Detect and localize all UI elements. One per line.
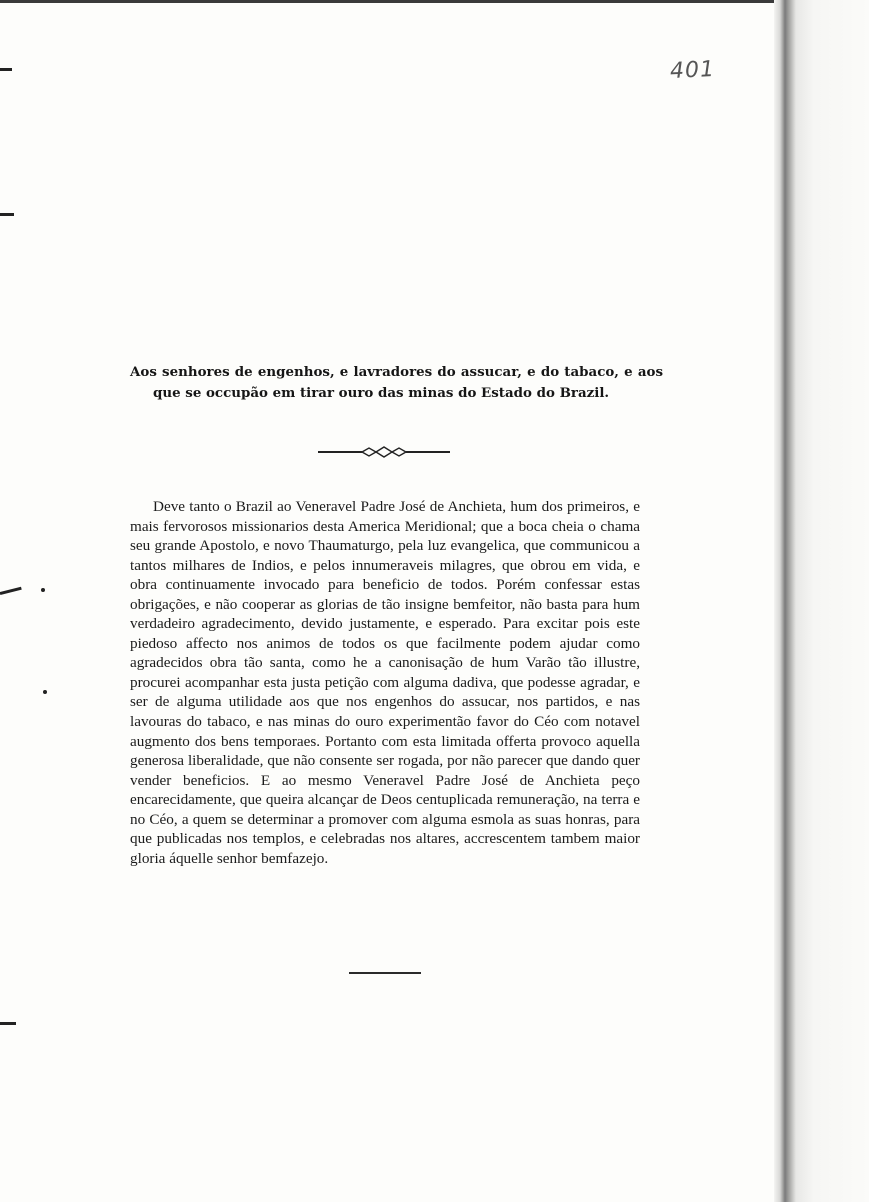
folio-number: 401 (669, 56, 716, 85)
closing-rule (349, 972, 421, 974)
binding-mark (0, 68, 12, 71)
dedication-body-text: Deve tanto o Brazil ao Veneravel Padre José de Anchieta, hum dos primeiros, e mais fervorosos missionarios desta America Meridional; que a boca cheia o chama seu grande Apostolo, e novo Thaumaturgo, pela luz evangelica, que communicou a tantos milhares de Indios, e pelos innumeraveis milagres, que obrou em vida, e obra continuamente invocado para beneficio de todos. Porém confessar estas obrigações, e não cooperar as glorias de tão insigne bemfeitor, não basta para hum verdadeiro agradecimento, devido justamente, e esperado. Para excitar pois este piedoso affecto nos animos de todos os que facilmente podem ajudar como agradecidos obra tão santa, como he a canonisação de hum Varão tão illustre, procurei acompanhar esta justa petição com alguma dadiva, que podesse agradar, e ser de alguma utilidade aos que nos engenhos do assucar, nos partidos, e nas lavouras do tabaco, e nas minas do ouro experimentão favor do Céo com notavel augmento dos bens temporaes. Portanto com esta limitada offerta provoco aquella generosa liberalidade, que não consente ser rogada, por não parecer que dando quer vender beneficios. E ao mesmo Veneravel Padre José de Anchieta peço encarecidamente, que queira alcançar de Deos centuplicada remuneração, na terra e no Céo, a quem se determinar a promover com alguma esmola as suas honras, para que publicadas nos templos, e celebradas nos altares, accrescentem tambem maior gloria áquelle senhor bemfazejo. (130, 498, 640, 867)
ornament-divider-icon (318, 445, 450, 459)
binding-mark (0, 1022, 16, 1025)
page-top-border (0, 0, 790, 3)
binding-mark (0, 213, 14, 216)
dedication-heading: Aos senhores de engenhos, e lavradores do assucar, e do tabaco, e aos que se occupão em tirar ouro das minas do Estado do Brazil. (130, 364, 663, 401)
page-right-edge (774, 0, 869, 1202)
scan-speck (43, 690, 47, 694)
binding-mark (0, 587, 22, 595)
scan-speck (41, 588, 45, 592)
